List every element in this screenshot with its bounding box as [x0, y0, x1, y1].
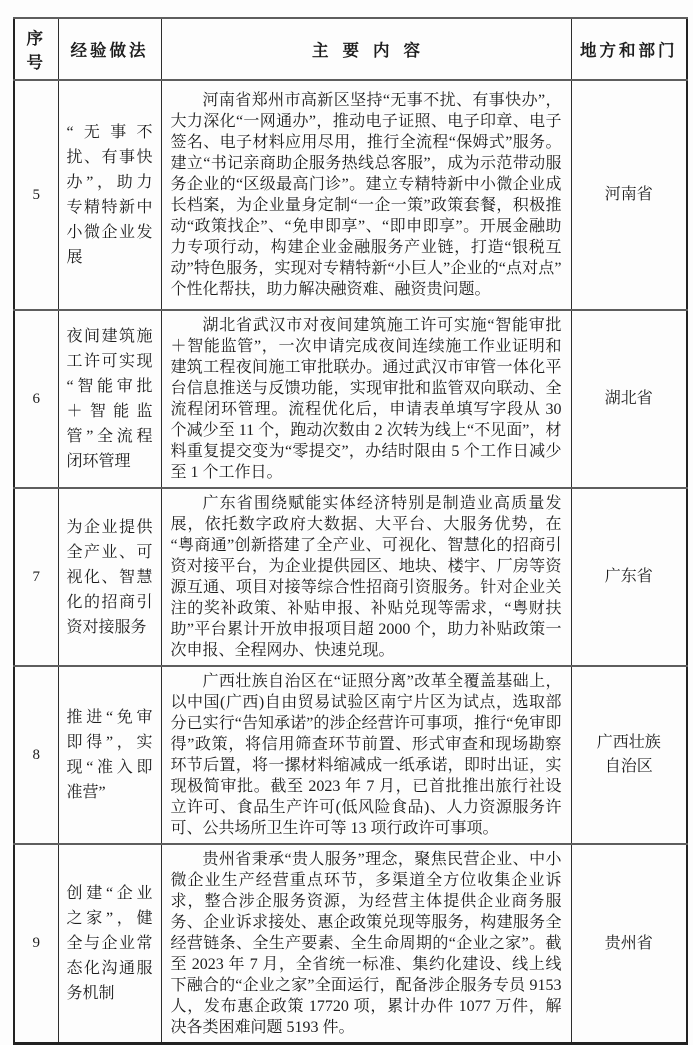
- practice-cell: 为企业提供全产业、可视化、智慧化的招商引资对接服务: [58, 488, 161, 666]
- practice-cell: 创建“企业之家”，健全与企业常态化沟通服务机制: [58, 844, 161, 1044]
- row-number: 5: [14, 80, 58, 310]
- region-cell: 河南省: [571, 80, 687, 310]
- content-cell: 河南省郑州市高新区坚持“无事不扰、有事快办”，大力深化“一网通办”，推动电子证照、电子印章、电子签名、电子材料应用尽用，推行全流程“保姆式”服务。建立“书记亲商助企服务热线总客服”，成为示范带动服务企业的“区级最高门诊”。建立专精特新中小微企业成长档案，为企业量身定制“一企一策”政策套餐，积极推动“政策找企”、“免申即享”、“即申即享”。开展金融助力专项行动，构建企业金融服务产业链，打造“银税互动”特色服务，实现对专精特新“小巨人”企业的“点对点”个性化帮扶，助力解决融资难、融资贵问题。: [161, 80, 571, 310]
- row-number: 8: [14, 666, 58, 844]
- table-row-8: [14, 666, 687, 844]
- header-content: 主要内容: [161, 18, 571, 80]
- header-region: 地方和部门: [571, 18, 687, 80]
- table-row-7: [14, 488, 687, 666]
- content-cell: 广西壮族自治区在“证照分离”改革全覆盖基础上，以中国(广西)自由贸易试验区南宁片区为试点，选取部分已实行“告知承诺”的涉企经营许可事项，推行“免审即得”政策，将信用筛查环节前置、形式审查和现场勘察环节后置，将一摞材料缩减成一纸承诺，即时出证，实现极简审批。截至 2023 年 7 月，已首批推出旅行社设立许可、食品生产许可(低风险食品)、人力资源服务许可、公共场所卫生许可等 13 项行政许可事项。: [161, 666, 571, 844]
- row-number: 6: [14, 310, 58, 488]
- header-no: 序号: [14, 18, 58, 80]
- practice-cell: 推进“免审即得”，实现“准入即准营”: [58, 666, 161, 844]
- region-cell: 广东省: [571, 488, 687, 666]
- region-cell: 贵州省: [571, 844, 687, 1044]
- header-row: [14, 18, 687, 80]
- region-cell: 广西壮族自治区: [571, 666, 687, 844]
- content-cell: 广东省围绕赋能实体经济特别是制造业高质量发展，依托数字政府大数据、大平台、大服务优势，在“粤商通”创新搭建了全产业、可视化、智慧化的招商引资对接平台，为企业提供园区、地块、楼宇、厂房等资源互通、项目对接等综合性招商引资服务。针对企业关注的奖补政策、补贴申报、补贴兑现等需求，“粤财扶助”平台累计开放申报项目超 2000 个，助力补贴政策一次申报、全程网办、快速兑现。: [161, 488, 571, 666]
- table-row-9: [14, 844, 687, 1044]
- table-row-5: [14, 80, 687, 310]
- experience-practices-table: [13, 17, 688, 1045]
- content-cell: 湖北省武汉市对夜间建筑施工许可实施“智能审批＋智能监管”，一次申请完成夜间连续施工作业证明和建筑工程夜间施工审批联办。通过武汉市审管一体化平台信息推送与反馈功能，实现审批和监管双向联动、全流程闭环管理。流程优化后，申请表单填写字段从 30 个减少至 11 个，跑动次数由 2 次转为线上“不见面”，材料重复提交变为“零提交”，办结时限由 5 个工作日减少至 1 个工作日。: [161, 310, 571, 488]
- row-number: 9: [14, 844, 58, 1044]
- header-practice: 经验做法: [58, 18, 161, 80]
- region-cell: 湖北省: [571, 310, 687, 488]
- content-cell: 贵州省秉承“贵人服务”理念，聚焦民营企业、中小微企业生产经营重点环节，多渠道全方位收集企业诉求，整合涉企服务资源，为经营主体提供企业商务服务、企业诉求接处、惠企政策兑现等服务，构建服务全经营链条、全生产要素、全生命周期的“企业之家”。截至 2023 年 7 月，全省统一标准、集约化建设、线上线下融合的“企业之家”全面运行，配备涉企服务专员 9153 人，发布惠企政策 17720 项，累计办件 1077 万件，解决各类困难问题 5193 件。: [161, 844, 571, 1044]
- row-number: 7: [14, 488, 58, 666]
- practice-cell: 夜间建筑施工许可实现“智能审批＋智能监管”全流程闭环管理: [58, 310, 161, 488]
- table-row-6: [14, 310, 687, 488]
- practice-cell: “无事不扰、有事快办”，助力专精特新中小微企业发展: [58, 80, 161, 310]
